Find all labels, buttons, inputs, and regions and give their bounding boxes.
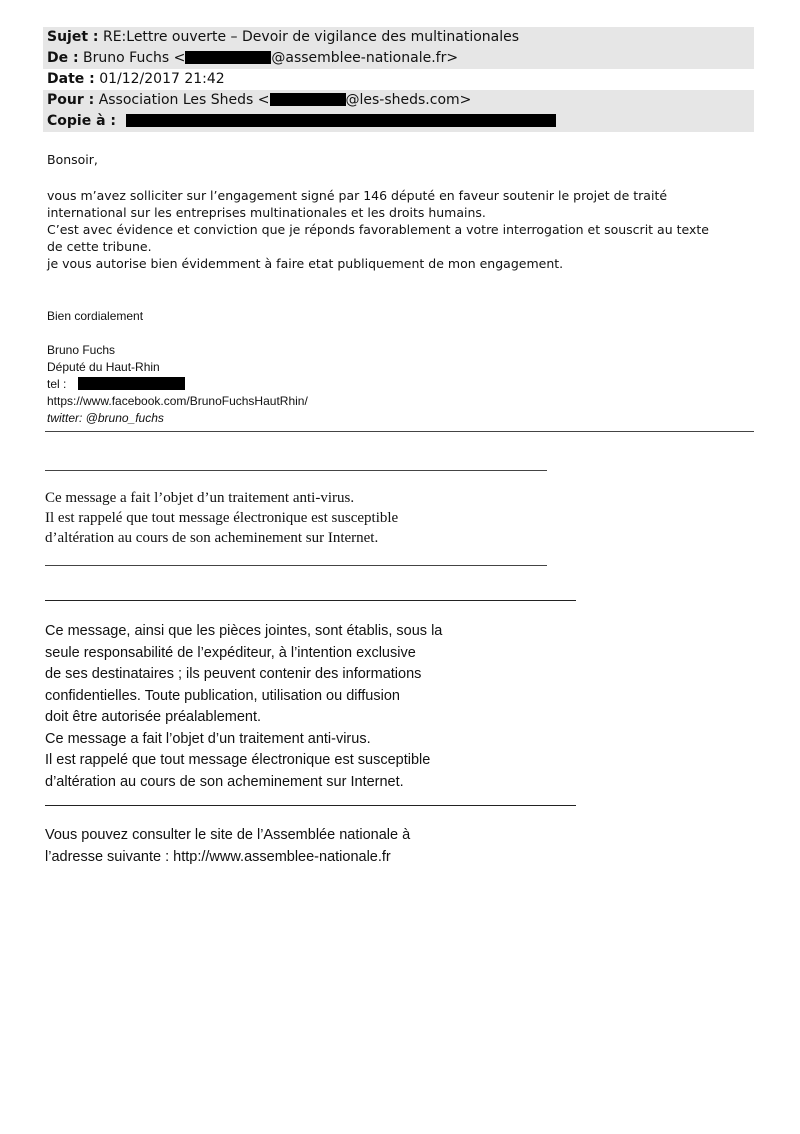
date-label: Date : — [47, 71, 95, 87]
redaction-bar — [78, 377, 185, 390]
footer-line: l’adresse suivante : http://www.assemblee-nationale.fr — [45, 848, 391, 865]
signature-title: Député du Haut-Rhin — [47, 360, 160, 374]
message-line: international sur les entreprises multinationales et les droits humains. — [47, 205, 486, 220]
notice-line: Ce message a fait l’objet d’un traitement anti-virus. — [45, 490, 355, 506]
signature-block — [47, 342, 308, 427]
message-line: je vous autorise bien évidemment à faire etat publiquement de mon engagement. — [47, 256, 564, 271]
signature-name: Bruno Fuchs — [47, 343, 116, 357]
subject-value: RE:Lettre ouverte – Devoir de vigilance des multinationales — [102, 29, 520, 45]
notice-divider-top — [45, 470, 547, 471]
disclaimer — [45, 621, 442, 793]
footer-line: Vous pouvez consulter le site de l’Assemblée nationale à — [45, 827, 411, 843]
closing: Bien cordialement — [47, 309, 144, 323]
date-row — [43, 69, 754, 90]
cc-label: Copie à : — [47, 113, 117, 129]
disclaimer-line: d’altération au cours de son acheminement sur Internet. — [45, 773, 404, 790]
disclaimer-line: de ses destinataires ; ils peuvent contenir des informations — [45, 666, 422, 682]
notice-line: d’altération au cours de son acheminement sur Internet. — [45, 530, 379, 546]
from-row — [43, 48, 754, 69]
greeting: Bonsoir, — [47, 152, 98, 167]
disclaimer-line: Ce message, ainsi que les pièces jointes, sont établis, sous la — [45, 623, 443, 639]
to-label: Pour : — [47, 92, 95, 108]
disclaimer-line: seule responsabilité de l’expéditeur, à l’intention exclusive — [45, 644, 416, 661]
antivirus-notice — [45, 488, 398, 548]
disclaimer-divider-bottom — [45, 805, 576, 806]
redaction-bar — [126, 114, 556, 127]
redaction-bar — [185, 51, 271, 64]
from-domain: @assemblee-nationale.fr> — [271, 50, 459, 66]
message-line: de cette tribune. — [47, 239, 152, 254]
message-paragraph — [47, 187, 709, 272]
tel-label: tel : — [47, 377, 67, 391]
notice-divider-bottom — [45, 565, 547, 566]
subject-row — [43, 27, 754, 48]
disclaimer-line: Ce message a fait l’objet d’un traitement anti-virus. — [45, 730, 371, 747]
from-name: Bruno Fuchs < — [83, 50, 186, 66]
disclaimer-line: Il est rappelé que tout message électronique est susceptible — [45, 752, 431, 768]
from-label: De : — [47, 50, 79, 66]
footer — [45, 825, 410, 868]
date-value: 01/12/2017 21:42 — [99, 71, 225, 87]
signature-tel — [47, 376, 308, 393]
disclaimer-line: confidentielles. Toute publication, utilisation ou diffusion — [45, 687, 400, 704]
notice-line: Il est rappelé que tout message électronique est susceptible — [45, 510, 399, 526]
twitter-handle: twitter: @bruno_fuchs — [47, 411, 164, 425]
subject-label: Sujet : — [47, 29, 99, 45]
message-line: C’est avec évidence et conviction que je réponds favorablement a votre interrogation et souscrit au texte — [47, 222, 709, 237]
to-row — [43, 90, 754, 111]
disclaimer-line: doit être autorisée préalablement. — [45, 709, 262, 725]
signature-divider — [45, 431, 754, 432]
cc-row — [43, 111, 754, 132]
disclaimer-divider-top — [45, 600, 576, 601]
redaction-bar — [270, 93, 346, 106]
message-line: vous m’avez solliciter sur l’engagement signé par 146 député en faveur soutenir le projet de traité — [47, 188, 668, 203]
to-domain: @les-sheds.com> — [345, 92, 472, 108]
facebook-link[interactable]: https://www.facebook.com/BrunoFuchsHautRhin/ — [47, 394, 308, 408]
to-name: Association Les Sheds < — [98, 92, 270, 108]
